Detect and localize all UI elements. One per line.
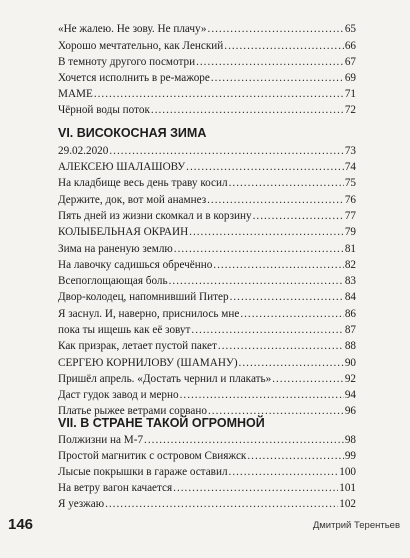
toc-leader [218,339,344,353]
toc-entry [58,481,356,495]
toc-entry-page: 79 [344,226,356,238]
toc-entry-page: 65 [344,23,356,35]
toc-leader [229,465,339,479]
toc-entry-page: 66 [344,40,356,52]
toc-leader [239,356,344,370]
toc-entry-page: 73 [344,145,356,157]
toc-entry-title: Чёрной воды поток [58,104,150,116]
toc-entry [58,22,356,36]
toc-entry-title: МАМЕ [58,88,93,100]
toc-entry-page: 98 [344,434,356,446]
toc-entry-title: Хорошо мечтательно, как Ленский [58,40,224,52]
toc-entry [58,465,356,479]
toc-entry-title: Как призрак, летает пустой пакет [58,340,217,352]
toc-entry-title: Платье рыжее ветрами сорвано [58,405,207,417]
toc-entry-page: 72 [344,104,356,116]
toc-entry-title: Даст гудок завод и мерно [58,389,179,401]
toc-entry [58,209,356,223]
toc-entry-title: КОЛЫБЕЛЬНАЯ ОКРАИН [58,226,189,238]
toc-entry-page: 102 [339,498,356,510]
toc-entry [58,103,356,117]
toc-entry-page: 69 [344,72,356,84]
toc-entry-page: 86 [344,308,356,320]
toc-entry-title: АЛЕКСЕЮ ШАЛАШОВУ [58,161,186,173]
toc-leader [174,242,344,256]
toc-entry-page: 99 [344,450,356,462]
toc-entry-title: Зима на раненую землю [58,243,173,255]
toc-leader [208,22,344,36]
toc-entry [58,290,356,304]
toc-entry-title: Всепоглощающая боль [58,275,168,287]
toc-entry [58,323,356,337]
toc-entry [58,176,356,190]
toc-entry-title: Хочется исполнить в ре-мажоре [58,72,210,84]
toc-entry [58,388,356,402]
toc-entry [58,433,356,447]
toc-entry [58,307,356,321]
toc-entry-title: На ветру вагон качается [58,482,173,494]
toc-leader [173,481,338,495]
toc-entry [58,356,356,370]
toc-leader [151,103,344,117]
section-heading: VII. В СТРАНЕ ТАКОЙ ОГРОМНОЙ [58,416,265,430]
toc-leader [240,307,344,321]
toc-entry-page: 77 [344,210,356,222]
toc-entry-title: В темноту другого посмотри [58,56,196,68]
page-number: 146 [8,516,34,533]
toc-leader [169,274,344,288]
toc-entry [58,242,356,256]
toc-leader [94,87,344,101]
toc-leader [207,193,344,207]
toc-entry-page: 84 [344,291,356,303]
toc-entry-title: Пять дней из жизни скомкал и в корзину [58,210,252,222]
toc-entry-page: 71 [344,88,356,100]
toc-leader [191,323,343,337]
toc-entry-page: 90 [344,357,356,369]
toc-entry-title: Двор-колодец, напомнивший Питер [58,291,229,303]
toc-entry-page: 75 [344,177,356,189]
toc-entry [58,71,356,85]
toc-entry-page: 82 [344,259,356,271]
toc-entry [58,274,356,288]
toc-entry [58,497,356,511]
toc-entry-page: 101 [339,482,356,494]
toc-entry-title: «Не жалею. Не зову. Не плачу» [58,23,207,35]
toc-leader [224,39,344,53]
toc-leader [196,55,344,69]
toc-entry-title: пока ты ищешь как её зовут [58,324,191,336]
toc-leader [189,225,344,239]
toc-leader [186,160,344,174]
toc-leader [213,258,344,272]
toc-entry [58,372,356,386]
toc-entry-title: СЕРГЕЮ КОРНИЛОВУ (ШАМАНУ) [58,357,238,369]
toc-entry-title: Полжизни на М-7 [58,434,144,446]
toc-entry [58,87,356,101]
toc-entry-page: 76 [344,194,356,206]
toc-leader [144,433,344,447]
toc-leader [105,497,338,511]
toc-entry [58,258,356,272]
toc-entry [58,39,356,53]
toc-entry-page: 87 [344,324,356,336]
toc-entry [58,225,356,239]
toc-entry-title: Простой магнитик с островом Свияжск [58,450,247,462]
toc-entry-page: 74 [344,161,356,173]
toc-entry-title: На лавочку садишься обречённо [58,259,213,271]
toc-entry-page: 83 [344,275,356,287]
toc-leader [253,209,344,223]
toc-entry-title: Я заснул. И, наверно, приснилось мне [58,308,240,320]
toc-entry [58,55,356,69]
toc-entry [58,449,356,463]
toc-entry [58,144,356,158]
toc-leader [211,71,344,85]
toc-entry-title: Пришёл апрель. «Достать чернил и плакать» [58,373,272,385]
toc-entry [58,339,356,353]
toc-entry-title: Держите, док, вот мой анамнез [58,194,207,206]
toc-entry [58,160,356,174]
toc-entry-title: Я уезжаю [58,498,105,510]
toc-leader [230,290,344,304]
toc-leader [229,176,344,190]
toc-entry-page: 88 [344,340,356,352]
toc-entry-page: 100 [339,466,356,478]
toc-entry-title: На кладбище весь день траву косил [58,177,228,189]
toc-entry-title: 29.02.2020 [58,145,109,157]
toc-entry-page: 67 [344,56,356,68]
toc-entry-page: 94 [344,389,356,401]
toc-entry-page: 92 [344,373,356,385]
toc-leader [109,144,343,158]
section-heading: VI. ВИСОКОСНАЯ ЗИМА [58,126,207,140]
toc-entry-title: Лысые покрышки в гараже оставил [58,466,228,478]
toc-entry-page: 81 [344,243,356,255]
toc-entry-page: 96 [344,405,356,417]
toc-leader [247,449,343,463]
toc-entry [58,193,356,207]
toc-leader [272,372,344,386]
running-footer-author: Дмитрий Терентьев [312,520,400,531]
toc-leader [180,388,344,402]
